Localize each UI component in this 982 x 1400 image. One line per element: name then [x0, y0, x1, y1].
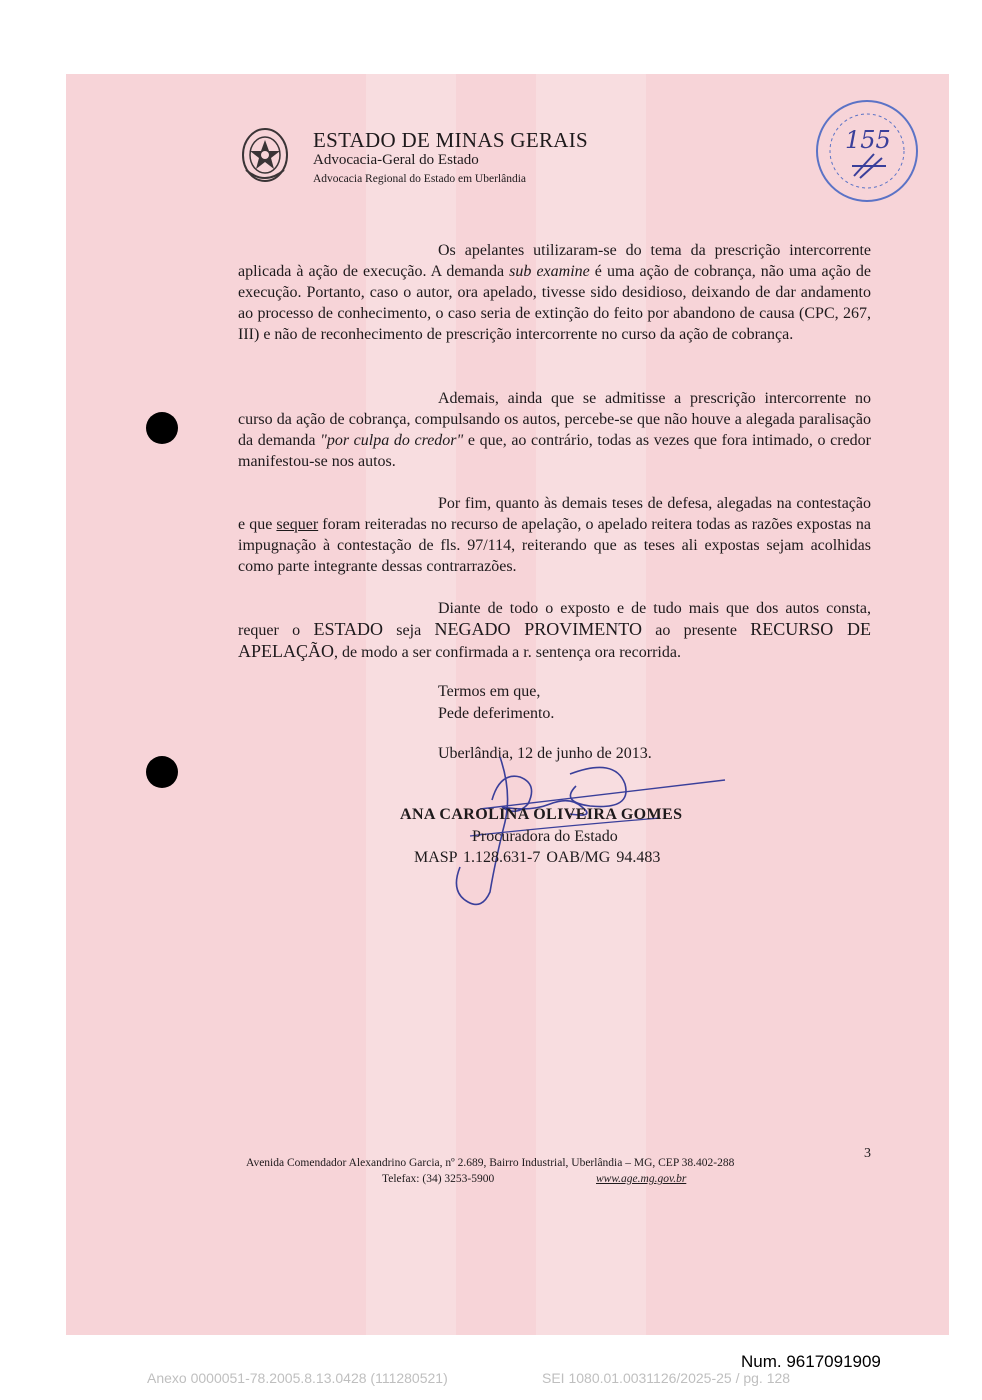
paragraph-2: Ademais, ainda que se admitisse a prescrição intercorrente no curso da ação de cobrança, compulsando os autos, percebe-se que não houve a alegada paralisação da demanda "por culpa do credor" e que, ao contrário, todas as vezes que fora intimado, o credor manifestou-se nos autos.	[238, 390, 871, 470]
header-regional-office: Advocacia Regional do Estado em Uberlândia	[313, 173, 526, 185]
header-agency: Advocacia-Geral do Estado	[313, 152, 479, 168]
signatory-name: ANA CAROLINA OLIVEIRA GOMES	[400, 806, 683, 823]
document-number: Num. 9617091909	[741, 1352, 881, 1371]
footer-address: Avenida Comendador Alexandrino Garcia, nº 2.689, Bairro Industrial, Uberlândia – MG, CEP 38.402-288	[246, 1157, 735, 1169]
footer-phone: Telefax: (34) 3253-5900	[382, 1173, 495, 1185]
underlined-sequer: sequer	[276, 516, 319, 533]
annex-reference	[147, 1370, 791, 1386]
footer-contact	[382, 1173, 687, 1185]
punch-hole-bottom	[146, 756, 178, 788]
closing-request: Pede deferimento.	[438, 705, 555, 722]
state-coat-of-arms-icon	[240, 126, 290, 184]
place-date: Uberlândia, 12 de junho de 2013.	[438, 745, 652, 762]
footer-website-link[interactable]: www.age.mg.gov.br	[596, 1173, 687, 1185]
punch-hole-top	[146, 412, 178, 444]
sei-reference: SEI 1080.01.0031126/2025-25 / pg. 128	[542, 1370, 791, 1386]
emphasis-sub-examine: sub examine	[509, 263, 590, 280]
paragraph-3: Por fim, quanto às demais teses de defesa, alegadas na contestação e que sequer foram reiteradas no recurso de apelação, o apelado reitera todas as razões expostas na impugnação à contestação de fls. 97/114, reiterando que as teses ali expostas sejam acolhidas como parte integrante dessas contrarrazões.	[238, 495, 871, 575]
signatory-registration: MASP 1.128.631-7 OAB/MG 94.483	[414, 849, 661, 866]
header-state-name: ESTADO DE MINAS GERAIS	[313, 128, 589, 152]
annex-id: Anexo 0000051-78.2005.8.13.0428 (111280521)	[147, 1370, 448, 1386]
folio-initials	[852, 154, 886, 178]
page-number: 3	[864, 1146, 871, 1161]
folio-stamp	[812, 96, 922, 206]
paragraph-1: Os apelantes utilizaram-se do tema da prescrição intercorrente aplicada à ação de execução. A demanda sub examine é uma ação de cobrança, não uma ação de execução. Portanto, caso o autor, ora apelado, tivesse sido desidioso, deixando de dar andamento ao processo de conhecimento, o caso seria de extinção do feito por abandono de causa (CPC, 267, III) e não de reconhecimento de prescrição intercorrente no curso da ação de cobrança.	[238, 242, 871, 343]
signatory-title: Procuradora do Estado	[472, 828, 618, 845]
paragraph-4: Diante de todo o exposto e de tudo mais que dos autos consta, requer o ESTADO seja NEGADO PROVIMENTO ao presente RECURSO DE APELAÇÃO, de modo a ser confirmada a r. sentença ora recorrida.	[238, 600, 872, 661]
closing-terms: Termos em que,	[438, 683, 541, 700]
folio-number: 155	[845, 126, 891, 154]
emphasis-quote: "por culpa do credor"	[320, 432, 464, 449]
